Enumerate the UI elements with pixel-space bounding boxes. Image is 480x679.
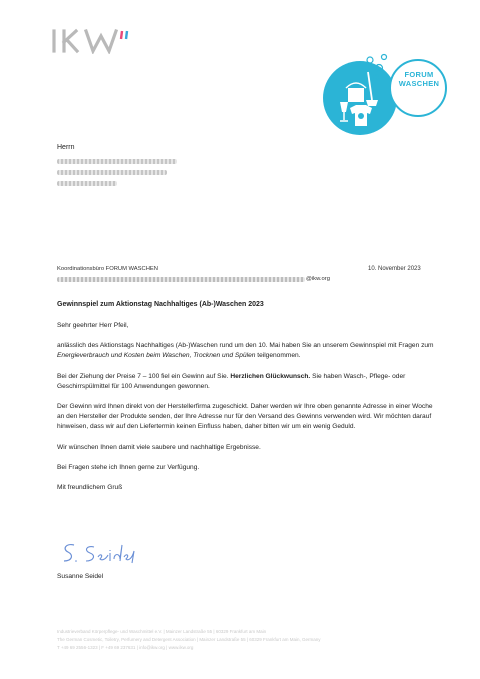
ikw-logo [50,28,150,54]
closing: Mit freundlichem Gruß [57,484,123,492]
handwritten-signature [60,541,140,572]
sender-line: Koordinationsbüro FORUM WASCHEN [57,266,158,272]
paragraph-2: Bei der Ziehung der Preise 7 – 100 fiel ein Gewinn auf Sie. Herzlichen Glückwunsch. Sie haben Wasch-, Pflege- oder Geschirrspülmittel für 100 Anwendungen gewonnen. [57,372,406,390]
redacted-email-user [57,277,305,282]
letter-body [57,321,435,503]
paragraph-4: Wir wünschen Ihnen damit viele saubere und nachhaltige Ergebnisse. [57,443,261,451]
paragraph-1: anlässlich des Aktionstags Nachhaltiges (Ab-)Waschen rund um den 10. Mai haben Sie an unserem Gewinnspiel mit Fragen zum Energieverbrauch und Kosten beim Waschen, Trocknen und Spülen teilgenommen. [57,342,434,360]
redacted-name [57,159,177,164]
redacted-city [57,181,117,186]
greeting: Sehr geehrter Herr Pfeil, [57,322,129,329]
letter-date: 10. November 2023 [368,266,421,272]
recipient-salutation: Herrn [57,144,75,151]
footer-line-3: T +49 69 2556-1323 | F +49 69 237631 | info@ikw.org | www.ikw.org [57,645,194,650]
forum-waschen-logo-text [384,70,454,88]
paragraph-5: Bei Fragen stehe ich Ihnen gerne zur Verfügung. [57,463,200,471]
footer-line-2: The German Cosmetic, Toiletry, Perfumery and Detergent Association | Mainzer Landstraße 55 | 60329 Frankfurt am Main, Germany [57,637,321,642]
letter-subject: Gewinnspiel zum Aktionstag Nachhaltiges (Ab-)Waschen 2023 [57,301,264,308]
paragraph-3: Der Gewinn wird Ihnen direkt von der Herstellerfirma zugeschickt. Daher werden wir Ihre oben genannte Adresse in einer Woche an den Hersteller der Produkte senden, der Ihre Adresse nur für den Versand des Gewinns verwenden wird. Wir möchten darauf hinweisen, dass wir auf den Liefertermin keinen Einfluss haben, daher bitten wir um ein wenig Geduld. [57,403,433,431]
sender-email [57,276,330,282]
signer-name: Susanne Seidel [57,573,104,580]
recipient-address [57,142,177,186]
footer-line-1: Industrieverband Körperpflege- und Waschmittel e.V. | Mainzer Landstraße 55 | 60329 Frankfurt am Main [57,629,267,634]
redacted-street [57,170,167,175]
letter-footer [57,628,321,652]
forum-logo-line2: WASCHEN [398,79,440,88]
forum-waschen-logo [322,50,462,150]
email-domain: @ikw.org [306,276,330,282]
forum-logo-line1: FORUM [404,70,434,79]
